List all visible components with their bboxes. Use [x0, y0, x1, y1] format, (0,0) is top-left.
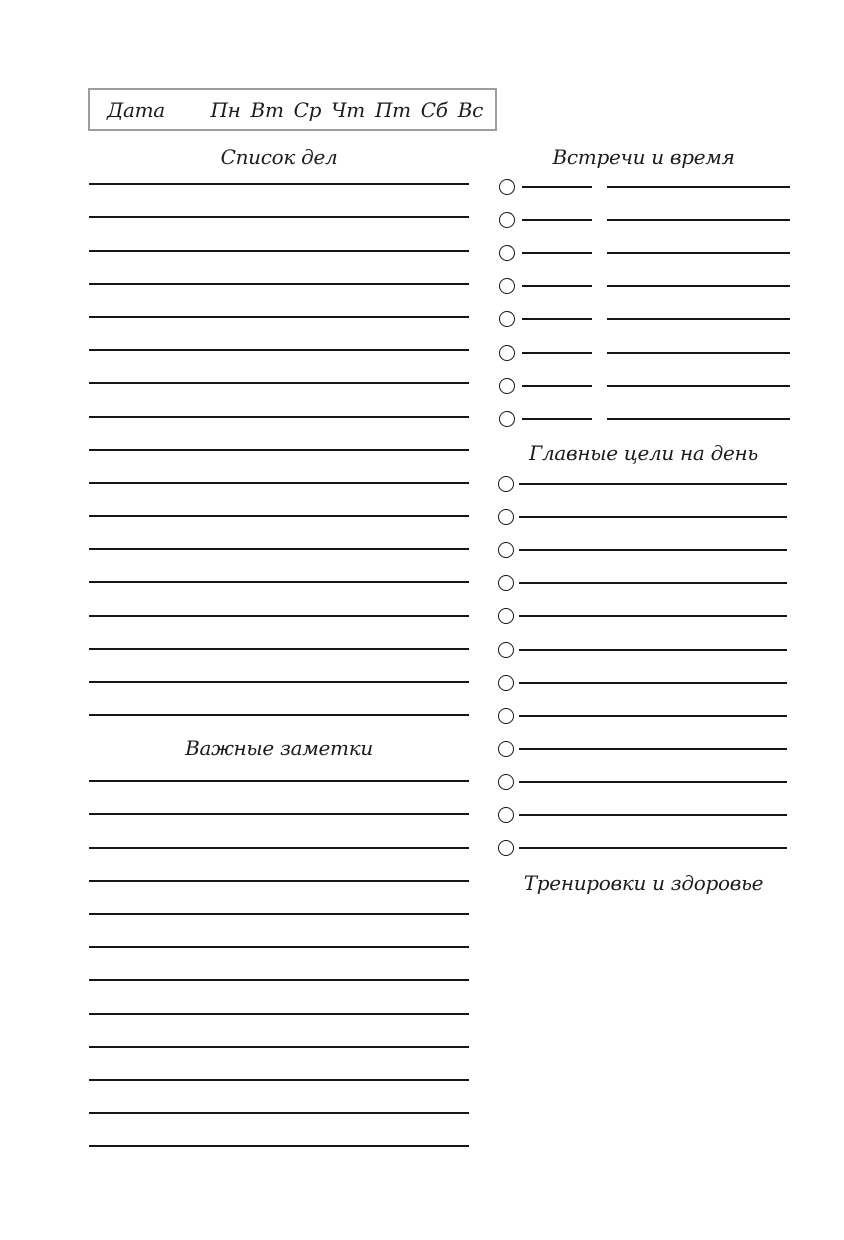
goal-row — [497, 617, 790, 650]
date-label: Дата — [107, 97, 165, 122]
weekday-labels — [211, 98, 483, 122]
goal-row — [497, 551, 790, 584]
time-blank-line — [522, 418, 592, 420]
line-row — [89, 815, 469, 848]
line-row — [89, 384, 469, 417]
goals-section-title: Главные цели на день — [529, 441, 758, 465]
line-row — [89, 351, 469, 384]
line-row — [89, 683, 469, 716]
goal-row — [497, 485, 790, 518]
meeting-row — [497, 254, 790, 287]
meeting-row — [497, 320, 790, 353]
meeting-row — [497, 354, 790, 387]
todo-lines — [89, 152, 469, 716]
meeting-row — [497, 188, 790, 221]
line-row — [89, 218, 469, 251]
entry-blank-line — [519, 847, 787, 849]
weekday-label: Вт — [250, 97, 284, 122]
line-row — [89, 1048, 469, 1081]
goal-row — [497, 452, 790, 485]
line-row — [89, 418, 469, 451]
goal-row — [497, 584, 790, 617]
line-row — [89, 650, 469, 683]
line-row — [89, 152, 469, 185]
meetings-rows — [497, 155, 790, 420]
goal-row — [497, 783, 790, 816]
goal-row — [497, 518, 790, 551]
weekday-label: Пт — [374, 97, 411, 122]
bullet-circle-icon — [499, 411, 515, 427]
line-row — [89, 1015, 469, 1048]
meeting-row — [497, 221, 790, 254]
goal-row — [497, 651, 790, 684]
bullet-circle-icon — [498, 840, 514, 856]
line-row — [89, 749, 469, 782]
meeting-row — [497, 155, 790, 188]
meetings-section-title: Встречи и время — [552, 145, 735, 169]
line-row — [89, 583, 469, 616]
weekday-label: Сб — [420, 97, 448, 122]
line-row — [89, 849, 469, 882]
line-row — [89, 550, 469, 583]
goals-rows — [497, 452, 790, 849]
line-row — [89, 1114, 469, 1147]
goal-row — [497, 717, 790, 750]
date-header-box — [88, 88, 497, 131]
notes-lines — [89, 749, 469, 1147]
weekday-label: Чт — [331, 97, 365, 122]
line-row — [89, 617, 469, 650]
line-row — [89, 981, 469, 1014]
todo-section-title: Список дел — [220, 145, 338, 169]
goal-row — [497, 816, 790, 849]
line-row — [89, 882, 469, 915]
line-row — [89, 782, 469, 815]
weekday-label: Вс — [457, 97, 483, 122]
line-row — [89, 484, 469, 517]
line-row — [89, 285, 469, 318]
goal-row — [497, 750, 790, 783]
health-section-title: Тренировки и здоровье — [523, 871, 764, 895]
line-row — [89, 915, 469, 948]
writing-blank-line — [89, 714, 469, 716]
weekday-label: Пн — [210, 97, 241, 122]
writing-blank-line — [89, 1145, 469, 1147]
meeting-row — [497, 387, 790, 420]
line-row — [89, 252, 469, 285]
line-row — [89, 948, 469, 981]
meeting-row — [497, 287, 790, 320]
line-row — [89, 318, 469, 351]
line-row — [89, 1081, 469, 1114]
line-row — [89, 517, 469, 550]
goal-row — [497, 684, 790, 717]
weekday-label: Ср — [293, 97, 322, 122]
entry-blank-line — [607, 418, 790, 420]
notes-section-title: Важные заметки — [185, 736, 373, 760]
line-row — [89, 451, 469, 484]
line-row — [89, 185, 469, 218]
